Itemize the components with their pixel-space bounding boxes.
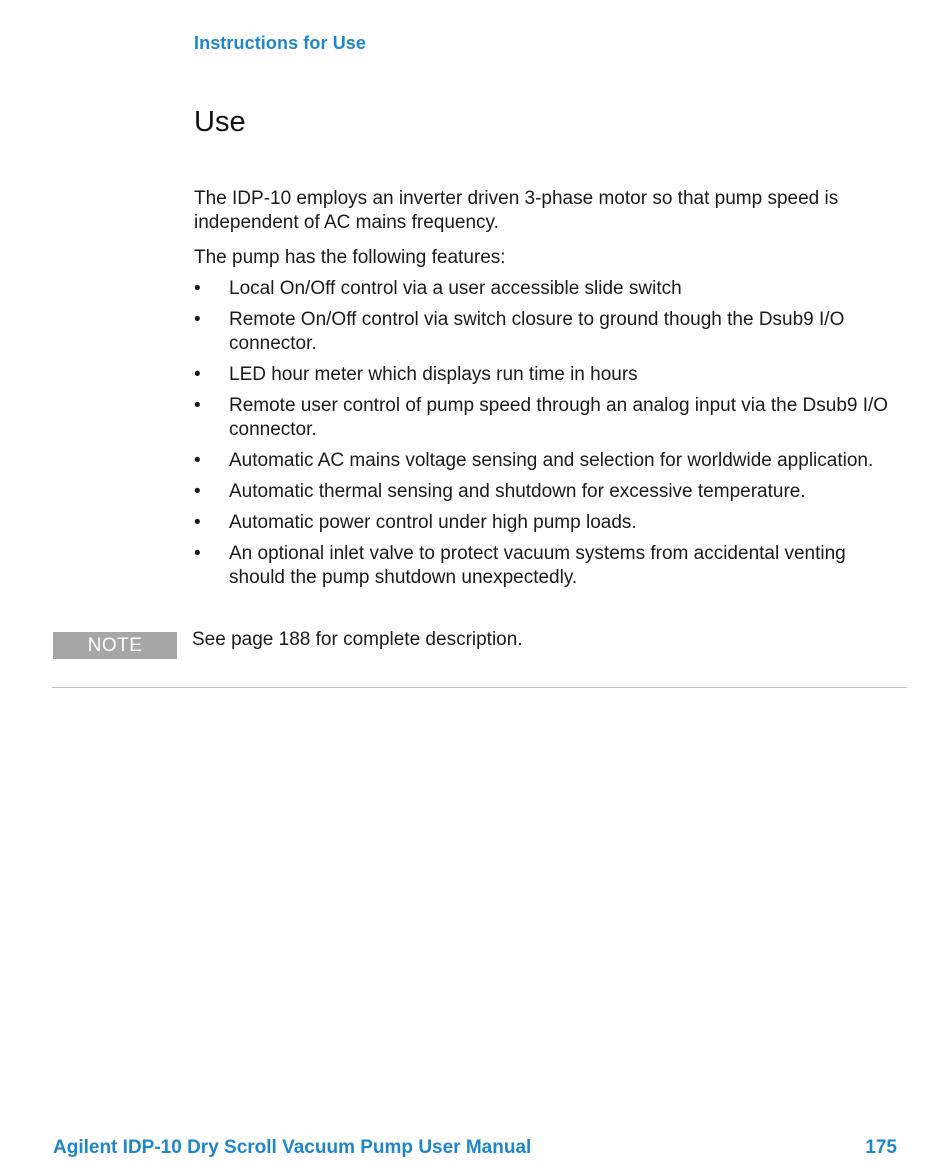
- list-item: [194, 277, 894, 301]
- list-item-text: Automatic thermal sensing and shutdown for excessive temperature.: [229, 481, 806, 502]
- list-item-text: Automatic AC mains voltage sensing and selection for worldwide application.: [229, 450, 874, 471]
- bullet-icon: •: [194, 309, 201, 330]
- list-item-text: Automatic power control under high pump loads.: [229, 512, 637, 533]
- list-item-text: Local On/Off control via a user accessible slide switch: [229, 278, 682, 299]
- list-item-text: LED hour meter which displays run time in hours: [229, 364, 638, 385]
- running-header: Instructions for Use: [194, 33, 367, 53]
- list-item: [194, 308, 894, 356]
- list-item: [194, 363, 894, 387]
- note-badge: NOTE: [53, 632, 177, 659]
- feature-list: [194, 277, 894, 590]
- divider: [52, 687, 907, 688]
- list-item-text: Remote user control of pump speed through an analog input via the Dsub9 I/O connector.: [229, 395, 889, 440]
- footer-manual-title: Agilent IDP-10 Dry Scroll Vacuum Pump User Manual: [53, 1137, 532, 1158]
- bullet-icon: •: [194, 543, 201, 564]
- list-item-text: An optional inlet valve to protect vacuum systems from accidental venting should the pump shutdown unexpectedly.: [229, 543, 846, 588]
- bullet-icon: •: [194, 450, 201, 471]
- bullet-icon: •: [194, 395, 201, 416]
- section-title: Use: [194, 106, 246, 138]
- list-item-text: Remote On/Off control via switch closure to ground though the Dsub9 I/O connector.: [229, 309, 845, 354]
- bullet-icon: •: [194, 364, 201, 385]
- bullet-icon: •: [194, 278, 201, 299]
- bullet-icon: •: [194, 481, 201, 502]
- section-body: [194, 187, 894, 597]
- list-item: [194, 394, 894, 442]
- list-item: [194, 542, 894, 590]
- list-item: [194, 449, 894, 473]
- page-number: 175: [865, 1137, 897, 1158]
- note-text: See page 188 for complete description.: [192, 629, 523, 650]
- list-item: [194, 480, 894, 504]
- list-item: [194, 511, 894, 535]
- features-lead: The pump has the following features:: [194, 247, 506, 268]
- intro-paragraph: The IDP-10 employs an inverter driven 3-phase motor so that pump speed is independent of AC mains frequency.: [194, 188, 839, 233]
- bullet-icon: •: [194, 512, 201, 533]
